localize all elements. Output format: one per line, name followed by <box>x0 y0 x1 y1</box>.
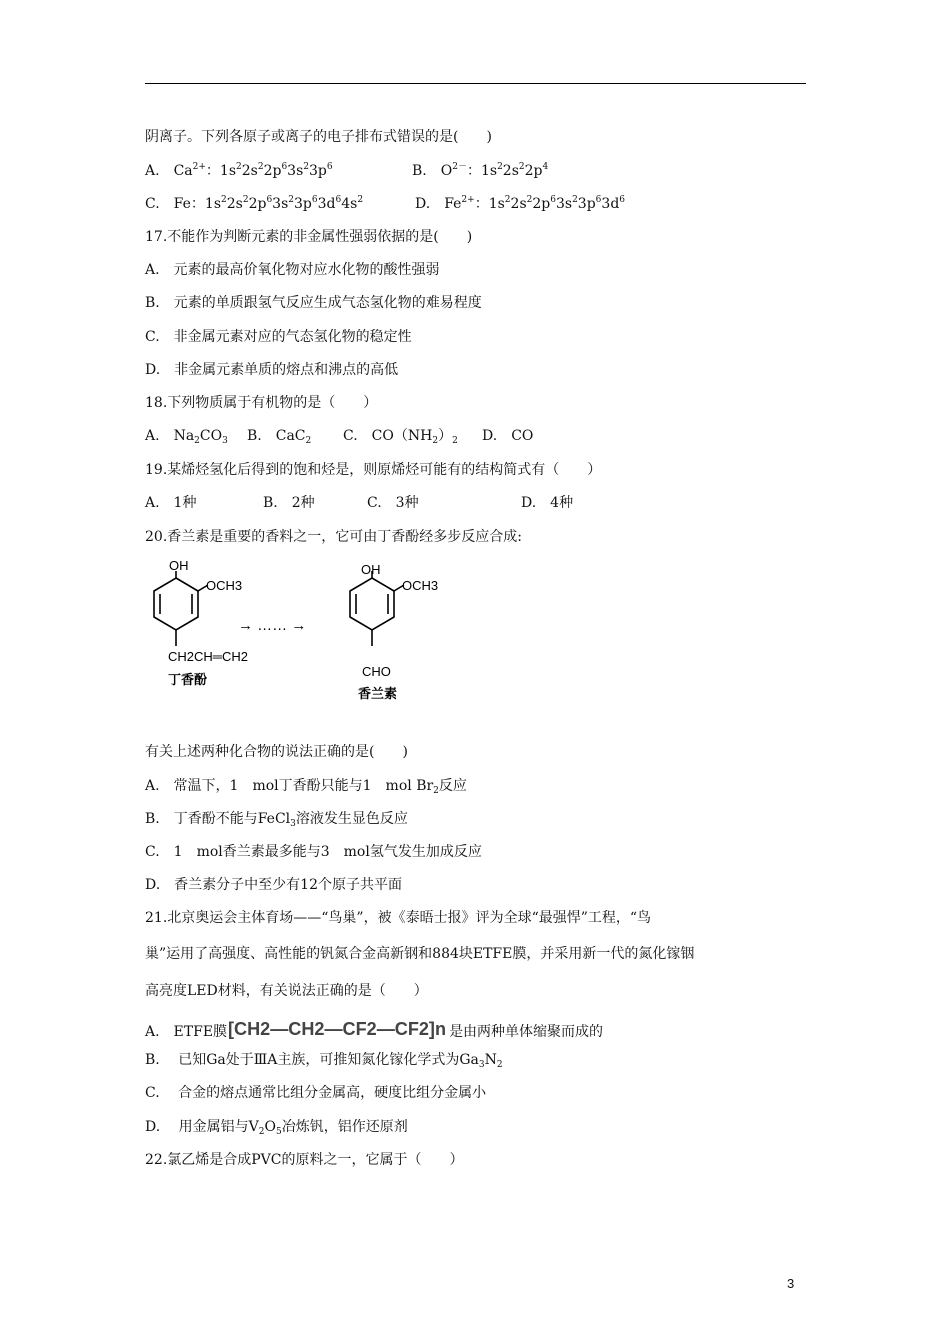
electron-count: 2 <box>357 195 364 205</box>
electron-count: 2 <box>236 162 242 172</box>
q19-option-a: A. 1种 <box>145 495 197 511</box>
orbital-term: 1s <box>480 163 498 179</box>
electron-count: 6 <box>281 162 288 172</box>
electron-count: 6 <box>335 195 342 205</box>
q20-option-b: B. 丁香酚不能与FeCl$_3$溶液发生显色反应 <box>145 811 408 829</box>
electron-count: 2 <box>303 162 309 172</box>
orbital-term: 1s <box>219 163 236 179</box>
q17-stem: 17.不能作为判断元素的非金属性强弱依据的是( ) <box>145 229 473 245</box>
electron-count: 6 <box>326 162 333 172</box>
q21-option-b: B. 已知Ga处于ⅢA主族，可推知氮化镓化学式为$Ga_3N_2$ <box>145 1052 503 1070</box>
electron-count: 6 <box>619 195 626 205</box>
svg-text:[CH2—CH2—CF2—CF2]n: [CH2—CH2—CF2—CF2]n <box>228 1019 447 1039</box>
q17-option-b: B. 元素的单质跟氢气反应生成气态氢化物的难易程度 <box>145 295 482 311</box>
orbital-term: 1s <box>488 196 505 212</box>
electron-count: 6 <box>311 195 318 205</box>
q16-option-a: A. $Ca^{2+}$：$1s^22s^22p^63s^23p^6$ <box>145 162 333 179</box>
orbital-term: 3d <box>601 196 620 212</box>
q19-option-d: D. 4种 <box>521 495 574 511</box>
q18-option-a: A. $Na_2CO_3$ <box>145 428 228 446</box>
q18-option-c: C. $CO(NH_2)_2$ <box>343 428 458 446</box>
q21-stem-line2: 巢”运用了高强度、高性能的钒氮合金高新钢和884块ETFE膜，并采用新一代的氮化镓铟 <box>145 946 695 962</box>
vanillin-oh-label: OH <box>361 562 381 577</box>
q19-option-b: B. 2种 <box>263 495 315 511</box>
q19-stem: 19.某烯烃氢化后得到的饱和烃是，则原烯烃可能有的结构简式有（ ） <box>145 462 602 478</box>
eugenol-oh-label: OH <box>169 560 189 573</box>
q20-stem: 20.香兰素是重要的香料之一，它可由丁香酚经多步反应合成: <box>145 529 522 545</box>
eugenol-structure <box>154 571 208 646</box>
orbital-term: 2s <box>226 196 243 212</box>
eugenol-och3-label: OCH3 <box>206 578 243 593</box>
header-rule <box>145 83 806 84</box>
orbital-term: 2s <box>502 163 519 179</box>
orbital-term: 4s <box>341 196 358 212</box>
q20-option-d: D. 香兰素分子中至少有12个原子共平面 <box>145 877 402 893</box>
q21-option-c: C. 合金的熔点通常比组分金属高，硬度比组分金属小 <box>145 1085 487 1101</box>
orbital-term: 2p <box>263 163 282 179</box>
q16-option-c: C. Fe：$1s^22s^22p^63s^23p^63d^64s^2$ <box>145 195 364 212</box>
vanillin-name: 香兰素 <box>358 686 398 701</box>
q18-stem: 18.下列物质属于有机物的是（ ） <box>145 395 378 411</box>
etfe-polymer-formula <box>227 1016 449 1042</box>
q16-option-d: D. $Fe^{2+}$：$1s^22s^22p^63s^23p^63d^6$ <box>415 195 626 212</box>
electron-count: 2 <box>504 195 511 205</box>
electron-count: 2 <box>526 195 533 205</box>
orbital-term: 3s <box>272 196 289 212</box>
electron-count: 6 <box>595 195 602 205</box>
q17-option-c: C. 非金属元素对应的气态氢化物的稳定性 <box>145 329 412 345</box>
q22-stem: 22.氯乙烯是合成PVC的原料之一，它属于（ ） <box>145 1152 464 1168</box>
electron-count: 2 <box>497 162 503 172</box>
q16-option-b: B. $O^{2-}$：$1s^22s^22p^4$ <box>412 162 549 179</box>
q21-option-d: D. 用金属铝与$V_2O_5$冶炼钒，铝作还原剂 <box>145 1119 408 1137</box>
q20-option-c: C. 1 mol香兰素最多能与3 mol氢气发生加成反应 <box>145 844 482 860</box>
eugenol-allyl-label: CH2CH═CH2 <box>168 649 248 664</box>
orbital-term: 3s <box>555 196 573 212</box>
electron-count: 2 <box>572 195 578 205</box>
q17-option-d: D. 非金属元素单质的熔点和沸点的高低 <box>145 362 399 378</box>
orbital-term: 2p <box>524 163 543 179</box>
electron-count: 6 <box>266 195 273 205</box>
orbital-term: 2p <box>532 196 551 212</box>
q21-option-a: A. ETFE膜 [CH2—CH2—CF2—CF2]n 是由两种单体缩聚而成的 <box>145 1016 603 1042</box>
eugenol-name: 丁香酚 <box>168 672 208 687</box>
vanillin-structure <box>350 571 404 646</box>
vanillin-cho-label: CHO <box>362 664 391 679</box>
q20-option-a: A. 常温下，1 mol丁香酚只能与1 mol $Br_2$反应 <box>145 778 467 796</box>
electron-count: 2 <box>257 162 264 172</box>
orbital-term: 3p <box>294 196 312 212</box>
orbital-term: 2s <box>241 163 258 179</box>
orbital-term: 3p <box>577 196 596 212</box>
page-number: 3 <box>787 1276 795 1291</box>
electron-count: 2 <box>242 195 249 205</box>
q18-option-d: D. CO <box>482 428 534 444</box>
q20-lead: 有关上述两种化合物的说法正确的是( ) <box>145 744 408 760</box>
orbital-term: 1s <box>204 196 221 212</box>
q17-option-a: A. 元素的最高价氧化物对应水化物的酸性强弱 <box>145 262 440 278</box>
electron-count: 6 <box>550 195 556 205</box>
orbital-term: 2p <box>248 196 267 212</box>
electron-count: 2 <box>288 195 294 205</box>
q19-option-c: C. 3种 <box>367 495 419 511</box>
q21-stem-line3: 高亮度LED材料，有关说法正确的是（ ） <box>145 983 428 999</box>
q18-option-b: B. CaC$_2$ <box>247 428 312 446</box>
electron-count: 4 <box>542 162 549 172</box>
reaction-scheme <box>140 560 460 710</box>
orbital-term: 3s <box>287 163 304 179</box>
orbital-term: 2s <box>510 196 527 212</box>
q16-stem: 阴离子。下列各原子或离子的电子排布式错误的是( ) <box>145 129 492 145</box>
reaction-arrow: → …… → <box>238 617 307 634</box>
q21-stem-line1: 21.北京奥运会主体育场——“鸟巢”，被《泰晤士报》评为全球“最强悍”工程，“鸟 <box>145 910 652 926</box>
electron-count: 2 <box>221 195 227 205</box>
orbital-term: 3p <box>309 163 327 179</box>
orbital-term: 3d <box>317 196 336 212</box>
electron-count: 2 <box>518 162 525 172</box>
vanillin-och3-label: OCH3 <box>402 578 439 593</box>
